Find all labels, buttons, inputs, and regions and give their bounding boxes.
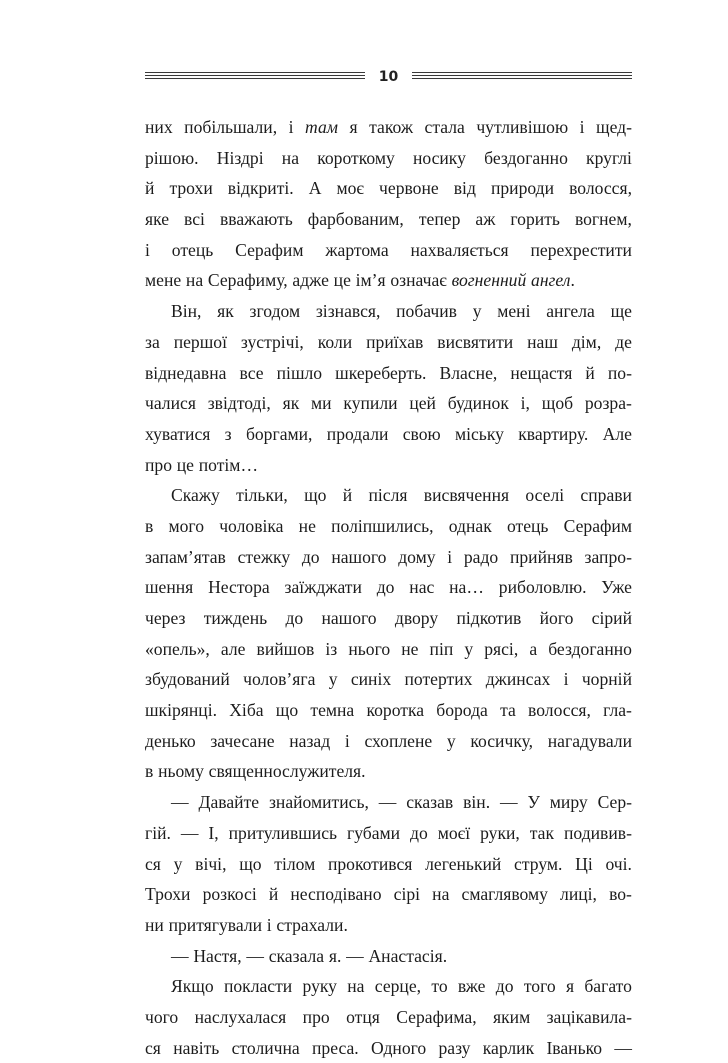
word: гій.	[145, 822, 171, 843]
word: як	[217, 301, 234, 322]
word: сказав	[406, 792, 454, 813]
word: підкотив	[456, 608, 522, 628]
word: коли	[317, 331, 353, 352]
word: потертих	[404, 669, 473, 690]
word: во-	[609, 884, 632, 905]
word: зацікавила-	[546, 1006, 632, 1027]
word: Сер-	[597, 792, 632, 813]
word: джинсах	[485, 669, 551, 690]
text-line	[145, 941, 632, 972]
word: волосся,	[528, 700, 591, 721]
word: того	[523, 976, 556, 997]
word: —	[499, 792, 518, 813]
word: на	[185, 270, 204, 291]
word: Іванько	[546, 1037, 603, 1058]
word: косичку,	[470, 730, 534, 751]
word: подивив-	[563, 822, 632, 843]
word: синіх	[350, 669, 392, 690]
word: що	[275, 700, 299, 721]
word: Серафим	[235, 239, 304, 260]
word: бездоганно	[548, 638, 632, 659]
word: дім,	[571, 331, 602, 352]
word: нашого	[321, 608, 377, 628]
word: карлик	[482, 1037, 535, 1058]
word: вже	[457, 976, 486, 997]
text-line	[145, 971, 632, 1002]
word: руку	[302, 976, 337, 997]
text-line	[145, 787, 632, 818]
word: гла-	[603, 700, 632, 721]
word: яке	[145, 209, 170, 230]
word: них	[145, 117, 173, 137]
word: струм.	[514, 853, 563, 874]
word: у	[173, 853, 183, 874]
word: означає	[390, 270, 447, 291]
text-line	[145, 572, 632, 603]
text-line	[145, 695, 632, 726]
word: —	[171, 792, 189, 813]
word: і	[145, 239, 150, 260]
text-line	[145, 1033, 632, 1063]
text-line	[145, 849, 632, 880]
word: справи	[580, 485, 632, 506]
word: моєї	[437, 822, 471, 843]
word: до	[376, 577, 395, 598]
word: серце,	[374, 976, 422, 997]
word: тепер	[418, 209, 461, 230]
word: Ці	[575, 853, 593, 874]
header-rule-left	[145, 72, 365, 82]
word: денько	[145, 730, 196, 751]
word: і	[579, 117, 585, 137]
word: ся	[145, 1037, 161, 1058]
word: на	[432, 884, 450, 905]
word: по-	[607, 362, 632, 383]
word: чолов’яга	[243, 669, 316, 690]
word: й	[342, 485, 353, 506]
word: нас	[409, 577, 435, 598]
word: руки,	[480, 822, 520, 843]
word: губами	[347, 822, 401, 843]
text-line	[145, 265, 632, 296]
word: і	[266, 914, 272, 935]
word: висвятити	[437, 331, 514, 352]
word: радо	[463, 546, 499, 567]
word: короткому	[317, 147, 395, 168]
text-line	[145, 726, 632, 757]
word: першої	[173, 331, 227, 352]
word: отця	[346, 1006, 380, 1027]
text-line	[145, 112, 632, 143]
word: нашого	[331, 546, 387, 567]
word: двору	[394, 608, 439, 628]
word: щоб	[541, 393, 574, 414]
word: Хіба	[229, 700, 264, 721]
word: адже	[292, 270, 329, 291]
word: вийшов	[256, 638, 315, 659]
word: Анастасія.	[368, 945, 448, 966]
word: висвячення	[423, 485, 510, 506]
word: і	[344, 730, 350, 751]
word: і	[563, 669, 569, 690]
word: природи	[490, 178, 555, 199]
word: моє	[336, 178, 364, 199]
word: шкереберть.	[335, 362, 427, 383]
word: у	[328, 669, 338, 690]
word: лиці,	[560, 884, 597, 905]
word: збудований	[145, 669, 230, 690]
word: і	[288, 117, 294, 137]
text-line	[145, 511, 632, 542]
word: до	[301, 546, 320, 567]
word: яким	[493, 1006, 531, 1027]
word: про	[302, 1006, 330, 1027]
word: «опель»,	[145, 638, 210, 659]
word: А	[308, 178, 322, 199]
text-line	[145, 480, 632, 511]
word: однак	[448, 515, 492, 536]
word: трохи	[169, 178, 213, 199]
text-line	[145, 143, 632, 174]
word: свою	[402, 423, 441, 444]
word: легенький	[425, 853, 502, 874]
word: наслухалася	[194, 1006, 287, 1027]
word: запам’ятав	[145, 546, 226, 567]
word: стежку	[237, 546, 291, 567]
word: я	[349, 117, 358, 137]
text-line	[145, 879, 632, 910]
word: згодом	[249, 301, 301, 322]
word: жартома	[325, 239, 389, 260]
word: й	[268, 884, 279, 905]
word: схоплене	[364, 730, 433, 751]
word: зачесане	[210, 730, 275, 751]
word: його	[539, 608, 574, 628]
word: вогнем,	[574, 209, 632, 230]
word: з	[224, 423, 232, 444]
text-line	[145, 173, 632, 204]
word: все	[239, 362, 264, 383]
word: темна	[310, 700, 355, 721]
word: заїжджати	[284, 577, 362, 598]
word: і	[447, 546, 453, 567]
word: але	[220, 638, 246, 659]
word: дому	[398, 546, 436, 567]
word: пішло	[276, 362, 323, 383]
word: шення	[145, 577, 194, 598]
word: страхали.	[276, 914, 348, 935]
word: чорній	[581, 669, 632, 690]
word: через	[145, 608, 186, 628]
word: міську	[454, 423, 504, 444]
word: чутливішою	[476, 117, 569, 137]
word: Власне,	[439, 362, 498, 383]
word: прийняв	[509, 546, 573, 567]
word: притягували	[168, 914, 263, 935]
word: не	[401, 638, 419, 659]
word: І,	[208, 822, 219, 843]
word: отець	[506, 515, 549, 536]
word: Скажу	[171, 485, 220, 506]
word: поліпшились,	[331, 515, 434, 536]
word: ангела	[546, 301, 595, 322]
word: прокотився	[327, 853, 413, 874]
word: чалися	[145, 393, 196, 414]
word: я	[565, 976, 575, 997]
word: стала	[424, 117, 465, 137]
text-line	[145, 327, 632, 358]
word: назад	[289, 730, 331, 751]
word: побільшали,	[184, 117, 278, 137]
word: Нестора	[208, 577, 270, 598]
word: знайомитись,	[268, 792, 369, 813]
word: чого	[145, 1006, 179, 1027]
word: вогненний	[451, 270, 527, 291]
word: купили	[343, 393, 398, 414]
word: ся	[145, 853, 161, 874]
text-line	[145, 756, 632, 787]
word: запро-	[584, 546, 632, 567]
word: сірий	[591, 608, 632, 628]
word: щед-	[596, 117, 632, 137]
word: на…	[449, 577, 484, 598]
word: очі.	[605, 853, 632, 874]
word: в	[145, 761, 154, 782]
page-number: 10	[378, 69, 399, 85]
word: що	[304, 485, 327, 506]
word: наш	[527, 331, 558, 352]
word: в	[145, 515, 154, 536]
word: Настя,	[193, 945, 242, 966]
word: нахваляється	[410, 239, 509, 260]
text-line	[145, 204, 632, 235]
word: вічі,	[195, 853, 227, 874]
word: та	[500, 700, 516, 721]
word: отець	[171, 239, 214, 260]
word: також	[369, 117, 414, 137]
word: то	[431, 976, 448, 997]
word: Якщо	[171, 976, 214, 997]
word: волосся,	[569, 178, 632, 199]
word: рясі,	[484, 638, 519, 659]
word: мене	[145, 270, 182, 291]
word: Давайте	[198, 792, 260, 813]
word: Одного	[370, 1037, 427, 1058]
word: звідтоді,	[207, 393, 271, 414]
word: у	[464, 638, 474, 659]
word: борода	[436, 700, 488, 721]
word: після	[368, 485, 408, 506]
text-line	[145, 910, 632, 941]
word: так	[529, 822, 555, 843]
word: рішою.	[145, 147, 199, 168]
word: й	[585, 362, 595, 383]
text-line	[145, 358, 632, 389]
word: де	[615, 331, 632, 352]
word: я.	[328, 945, 342, 966]
word: —	[171, 945, 189, 966]
word: преса.	[312, 1037, 359, 1058]
word: тілом	[274, 853, 316, 874]
word: сказала	[268, 945, 325, 966]
word: —	[346, 945, 364, 966]
page-header	[145, 66, 632, 90]
word: побачив	[396, 301, 457, 322]
word: риболовлю.	[498, 577, 587, 598]
word: тиждень	[203, 608, 268, 628]
text-line	[145, 818, 632, 849]
word: не	[298, 515, 316, 536]
word: нещастя	[510, 362, 573, 383]
word: Але	[602, 423, 632, 444]
word: за	[145, 331, 160, 352]
word: продали	[326, 423, 389, 444]
word: розра-	[584, 393, 632, 414]
word: носику	[412, 147, 466, 168]
word: —	[246, 945, 264, 966]
word: нагадували	[547, 730, 632, 751]
word: ни	[145, 914, 164, 935]
word: до	[495, 976, 514, 997]
word: вважають	[219, 209, 293, 230]
word: горить	[510, 209, 560, 230]
word: разу	[438, 1037, 471, 1058]
text-line	[145, 419, 632, 450]
word: мені	[497, 301, 531, 322]
text-line	[145, 296, 632, 327]
text-line	[145, 634, 632, 665]
word: до	[410, 822, 428, 843]
word: Серафима,	[396, 1006, 477, 1027]
word: мого	[168, 515, 205, 536]
word: покласти	[223, 976, 293, 997]
word: як	[282, 393, 300, 414]
word: піп	[429, 638, 454, 659]
word: нього	[348, 638, 391, 659]
text-line	[145, 542, 632, 573]
word: ми	[311, 393, 332, 414]
word: несподівано	[290, 884, 382, 905]
word: Серафиму,	[207, 270, 288, 291]
body-text	[145, 112, 632, 1063]
word: навіть	[173, 1037, 220, 1058]
word: зізнався,	[315, 301, 381, 322]
word: —	[614, 1037, 632, 1058]
word: відкриті.	[227, 178, 294, 199]
word: а	[529, 638, 538, 659]
word: там	[305, 117, 338, 137]
word: про	[145, 454, 173, 475]
word: на	[347, 976, 365, 997]
word: чоловіка	[219, 515, 284, 536]
word: це	[333, 270, 351, 291]
word: до	[285, 608, 304, 628]
word: цей	[409, 393, 436, 414]
header-rule-right	[412, 72, 632, 82]
word: священнослужителя.	[208, 761, 366, 782]
word: приїхав	[366, 331, 424, 352]
word: тільки,	[236, 485, 288, 506]
word: із	[325, 638, 338, 659]
word: оселі	[525, 485, 565, 506]
word: зустрічі,	[240, 331, 304, 352]
text-line	[145, 388, 632, 419]
word: Ніздрі	[216, 147, 264, 168]
word: у	[446, 730, 456, 751]
text-line	[145, 235, 632, 266]
word: будинок	[447, 393, 509, 414]
word: притулившись	[228, 822, 338, 843]
word: миру	[549, 792, 588, 813]
word: потім…	[198, 454, 259, 475]
word: розкосі	[202, 884, 257, 905]
word: смаглявому	[461, 884, 548, 905]
word: і,	[520, 393, 530, 414]
word: фарбованим,	[307, 209, 404, 230]
word: багато	[584, 976, 632, 997]
word: це	[176, 454, 194, 475]
word: перехрестити	[530, 239, 632, 260]
word: ім’я	[355, 270, 386, 291]
word: круглі	[586, 147, 632, 168]
word: Трохи	[145, 884, 191, 905]
word: ангел.	[531, 270, 575, 291]
word: столична	[231, 1037, 300, 1058]
word: сірі	[393, 884, 421, 905]
word: червоне	[379, 178, 439, 199]
word: —	[180, 822, 199, 843]
word: бездоганно	[484, 147, 568, 168]
word: коротка	[366, 700, 425, 721]
word: боргами,	[245, 423, 313, 444]
word: всі	[184, 209, 205, 230]
word: ньому	[158, 761, 204, 782]
word: Серафим	[563, 515, 632, 536]
word: він.	[463, 792, 491, 813]
word: Він,	[171, 301, 202, 322]
word: ще	[610, 301, 632, 322]
word: У	[527, 792, 540, 813]
word: квартиру.	[518, 423, 589, 444]
word: —	[378, 792, 397, 813]
word: шкірянці.	[145, 700, 217, 721]
word: хуватися	[145, 423, 211, 444]
word: у	[472, 301, 482, 322]
text-line	[145, 664, 632, 695]
word: віднедавна	[145, 362, 227, 383]
word: й	[145, 178, 155, 199]
text-line	[145, 1002, 632, 1033]
word: що	[239, 853, 262, 874]
text-line	[145, 450, 632, 481]
word: на	[281, 147, 300, 168]
word: аж	[475, 209, 496, 230]
word: Уже	[601, 577, 632, 598]
word: від	[453, 178, 476, 199]
text-line	[145, 603, 632, 634]
